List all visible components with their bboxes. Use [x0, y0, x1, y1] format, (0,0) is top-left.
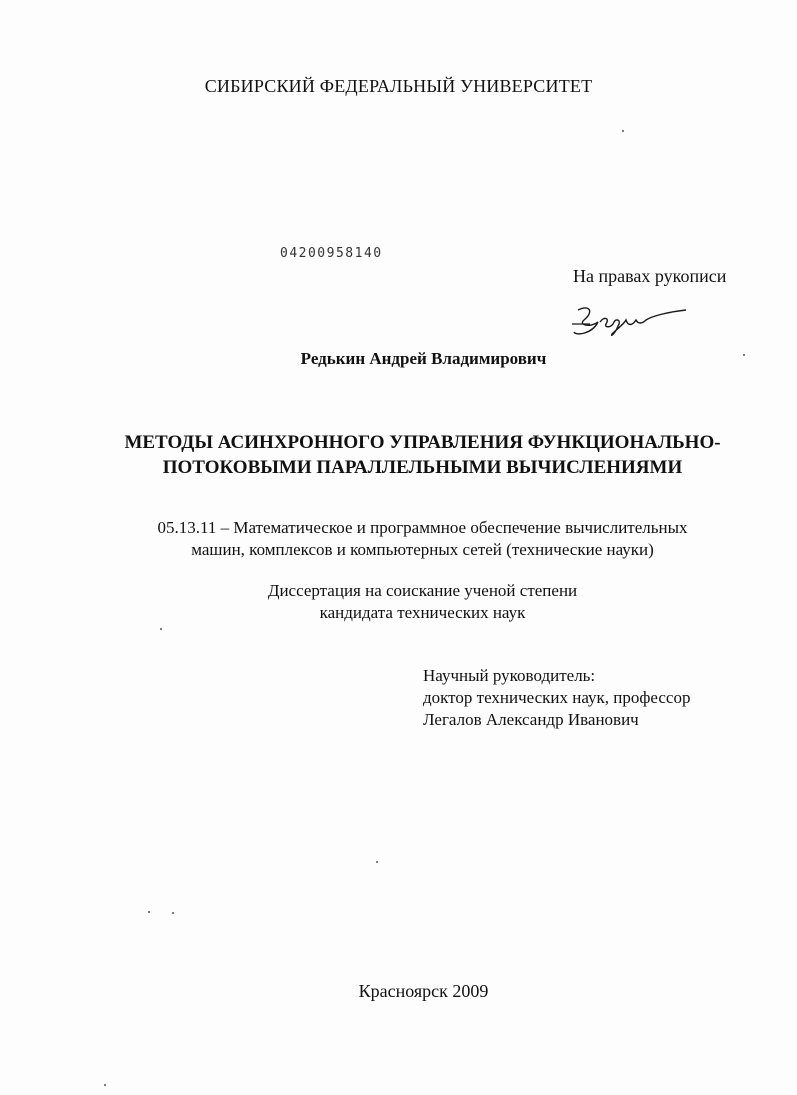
author-name: Редькин Андрей Владимирович [300, 349, 547, 368]
rights-note: На правах рукописи [573, 266, 727, 286]
scan-speck [104, 1084, 106, 1086]
university-name: СИБИРСКИЙ ФЕДЕРАЛЬНЫЙ УНИВЕРСИТЕТ [204, 76, 593, 96]
scan-speck [160, 628, 162, 630]
scan-speck [743, 354, 745, 356]
specialty-line-2: машин, комплексов и компьютерных сетей (технические науки) [191, 540, 654, 559]
title-line-2: ПОТОКОВЫМИ ПАРАЛЛЕЛЬНЫМИ ВЫЧИСЛЕНИЯМИ [162, 457, 683, 478]
advisor-rank: доктор технических наук, профессор [423, 688, 691, 707]
degree-statement [100, 580, 745, 624]
scan-speck [622, 130, 624, 132]
scan-speck [376, 861, 378, 863]
document-registration-code: 04200958140 [280, 246, 383, 261]
scan-speck [148, 911, 150, 913]
dissertation-title [100, 430, 745, 480]
specialty-code [100, 517, 745, 561]
specialty-line-1: 05.13.11 – Математическое и программное обеспечение вычислительных [157, 518, 688, 537]
degree-line-1: Диссертация на соискание ученой степени [267, 581, 578, 600]
signature-icon [570, 298, 690, 343]
degree-line-2: кандидата технических наук [319, 603, 526, 622]
advisor-label: Научный руководитель: [423, 666, 596, 685]
scientific-advisor [423, 665, 690, 731]
scan-speck [172, 912, 174, 914]
city-year: Красноярск 2009 [358, 981, 489, 1001]
title-line-1: МЕТОДЫ АСИНХРОННОГО УПРАВЛЕНИЯ ФУНКЦИОНАЛЬНО- [124, 432, 721, 453]
advisor-name: Легалов Александр Иванович [423, 710, 639, 729]
